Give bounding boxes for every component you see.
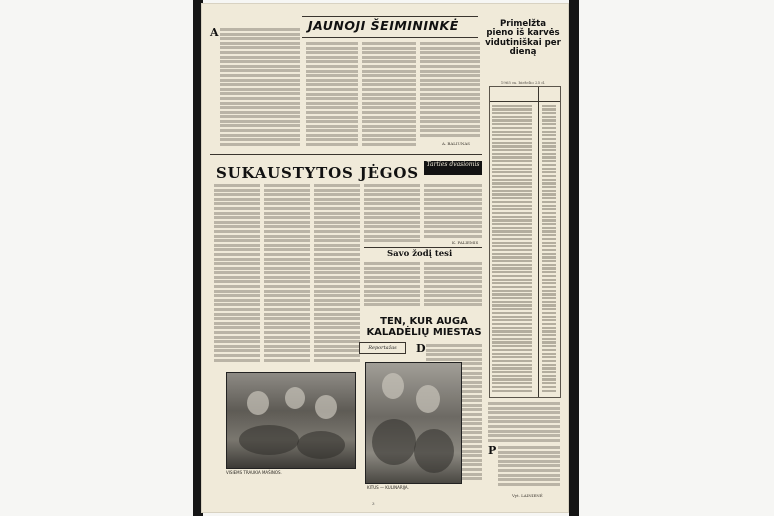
- row-name: [492, 234, 532, 236]
- row-value: [542, 142, 556, 144]
- row-value: [542, 253, 556, 255]
- row-value: [542, 386, 556, 388]
- row-value: [542, 367, 556, 369]
- row-value: [542, 356, 556, 358]
- row-value: [542, 338, 556, 340]
- row-name: [492, 371, 532, 373]
- row-name: [492, 108, 532, 110]
- row-name: [492, 105, 532, 107]
- row-name: [492, 190, 532, 192]
- reportazas-label: Reportažas: [359, 342, 406, 354]
- row-value: [542, 131, 556, 133]
- body-col-a: [214, 184, 260, 368]
- row-value: [542, 282, 556, 284]
- row-value: [542, 197, 556, 199]
- row-value: [542, 267, 556, 269]
- row-value: [542, 390, 556, 392]
- tag-box: Tarties dvasiomis: [424, 161, 482, 175]
- body-col-d: [364, 184, 420, 244]
- row-name: [492, 160, 532, 162]
- row-value: [542, 249, 556, 251]
- row-value: [542, 138, 556, 140]
- row-name: [492, 131, 532, 133]
- row-name: [492, 223, 532, 225]
- row-name: [492, 260, 532, 262]
- row-name: [492, 208, 532, 210]
- row-value: [542, 353, 556, 355]
- row-name: [492, 286, 532, 288]
- row-name: [492, 264, 532, 266]
- row-name: [492, 327, 532, 329]
- row-value: [542, 382, 556, 384]
- drop-cap-p: P: [488, 444, 497, 457]
- row-name: [492, 145, 532, 147]
- row-name: [492, 149, 532, 151]
- row-name: [492, 378, 532, 380]
- row-value: [542, 112, 556, 114]
- row-name: [492, 138, 532, 140]
- article-col-3: [420, 42, 480, 140]
- row-value: [542, 223, 556, 225]
- row-name: [492, 338, 532, 340]
- row-value: [542, 293, 556, 295]
- row-value: [542, 212, 556, 214]
- row-value: [542, 168, 556, 170]
- row-value: [542, 297, 556, 299]
- row-name: [492, 175, 532, 177]
- row-value: [542, 371, 556, 373]
- row-value: [542, 245, 556, 247]
- milk-yield-table: [489, 86, 561, 398]
- photo-children-cars: [226, 372, 356, 469]
- row-name: [492, 297, 532, 299]
- row-value: [542, 327, 556, 329]
- row-value: [542, 186, 556, 188]
- row-name: [492, 367, 532, 369]
- drop-cap: A: [210, 26, 219, 39]
- row-name: [492, 193, 532, 195]
- page-number: 3: [372, 501, 375, 506]
- row-value: [542, 279, 556, 281]
- photo-1-shadow: [239, 425, 299, 455]
- row-value: [542, 164, 556, 166]
- primelzta-date: 1965 m. birželio 25 d.: [500, 80, 546, 85]
- row-name: [492, 156, 532, 158]
- primelzta-title: Primelžta pieno iš karvės vidutiniškai per dieną: [485, 19, 561, 58]
- article-col-1: [306, 42, 358, 150]
- signature-3: Vyt. LAINIENĖ: [512, 493, 543, 498]
- row-name: [492, 256, 532, 258]
- row-name: [492, 319, 532, 321]
- drop-cap-d: D: [416, 342, 426, 355]
- row-name: [492, 112, 532, 114]
- table-row: [490, 389, 560, 393]
- row-value: [542, 349, 556, 351]
- row-name: [492, 116, 532, 118]
- row-value: [542, 179, 556, 181]
- row-name: [492, 349, 532, 351]
- row-name: [492, 290, 532, 292]
- article-title-ten-kur: TEN, KUR AUGA KALADĖLIŲ MIESTAS: [366, 316, 482, 338]
- row-value: [542, 238, 556, 240]
- row-value: [542, 290, 556, 292]
- row-value: [542, 308, 556, 310]
- row-name: [492, 153, 532, 155]
- row-value: [542, 227, 556, 229]
- row-value: [542, 205, 556, 207]
- row-name: [492, 245, 532, 247]
- row-name: [492, 212, 532, 214]
- header-rule-bottom: [302, 37, 478, 38]
- row-name: [492, 293, 532, 295]
- row-value: [542, 182, 556, 184]
- row-value: [542, 334, 556, 336]
- row-name: [492, 134, 532, 136]
- row-value: [542, 234, 556, 236]
- photo-2-figure: [416, 385, 440, 413]
- row-name: [492, 182, 532, 184]
- row-value: [542, 193, 556, 195]
- photo-2-caption: KITUS — KULINARIJA.: [367, 485, 409, 490]
- row-name: [492, 164, 532, 166]
- row-value: [542, 134, 556, 136]
- row-value: [542, 105, 556, 107]
- row-name: [492, 201, 532, 203]
- row-value: [542, 116, 556, 118]
- row-name: [492, 271, 532, 273]
- row-value: [542, 119, 556, 121]
- row-name: [492, 142, 532, 144]
- row-name: [492, 168, 532, 170]
- subheadline-savo: Savo žodį tesi: [387, 249, 453, 259]
- header-rule-top: [302, 16, 478, 17]
- row-value: [542, 160, 556, 162]
- row-value: [542, 256, 556, 258]
- photo-girls-kitchen: [365, 362, 462, 484]
- row-name: [492, 386, 532, 388]
- row-name: [492, 238, 532, 240]
- row-name: [492, 242, 532, 244]
- row-name: [492, 330, 532, 332]
- row-value: [542, 216, 556, 218]
- row-value: [542, 190, 556, 192]
- headline: SUKAUSTYTOS JĖGOS: [216, 164, 419, 182]
- row-value: [542, 127, 556, 129]
- row-value: [542, 316, 556, 318]
- row-name: [492, 356, 532, 358]
- row-value: [542, 330, 556, 332]
- row-value: [542, 312, 556, 314]
- row-name: [492, 230, 532, 232]
- row-name: [492, 227, 532, 229]
- row-value: [542, 286, 556, 288]
- body-col-c: [314, 184, 360, 368]
- row-name: [492, 267, 532, 269]
- row-value: [542, 242, 556, 244]
- signature-1: A. BALIUNAS: [442, 141, 470, 146]
- row-value: [542, 156, 556, 158]
- row-name: [492, 301, 532, 303]
- photo-2-figure: [382, 373, 404, 399]
- row-name: [492, 275, 532, 277]
- note-right-2: [498, 446, 560, 490]
- body-col-b: [264, 184, 310, 368]
- row-name: [492, 123, 532, 125]
- row-name: [492, 127, 532, 129]
- row-name: [492, 179, 532, 181]
- row-name: [492, 312, 532, 314]
- signature-2: K. PALIEMIS: [452, 240, 479, 245]
- photo-1-figure: [247, 391, 269, 415]
- row-name: [492, 316, 532, 318]
- row-value: [542, 108, 556, 110]
- photo-1-shadow: [297, 431, 345, 459]
- row-value: [542, 230, 556, 232]
- newspaper-page: [202, 4, 568, 512]
- article-top-left: [220, 28, 300, 148]
- row-name: [492, 345, 532, 347]
- row-name: [492, 119, 532, 121]
- row-value: [542, 219, 556, 221]
- photo-1-caption: VISIEMS TRAUKIA MAŠINOS.: [226, 470, 282, 475]
- body-col-e: [424, 184, 482, 244]
- table-header-rule: [490, 101, 560, 102]
- row-name: [492, 171, 532, 173]
- row-value: [542, 345, 556, 347]
- row-value: [542, 271, 556, 273]
- photo-1-figure: [285, 387, 305, 409]
- section-header: JAUNOJI ŠEIMININKĖ: [308, 18, 459, 33]
- row-name: [492, 219, 532, 221]
- scan-edge-right: [569, 0, 579, 516]
- savo-col-1: [364, 262, 420, 312]
- row-name: [492, 308, 532, 310]
- row-name: [492, 249, 532, 251]
- row-value: [542, 323, 556, 325]
- row-value: [542, 378, 556, 380]
- row-name: [492, 353, 532, 355]
- row-name: [492, 205, 532, 207]
- savo-col-2: [424, 262, 482, 312]
- photo-1-figure: [315, 395, 337, 419]
- row-name: [492, 279, 532, 281]
- row-value: [542, 153, 556, 155]
- row-name: [492, 197, 532, 199]
- row-name: [492, 282, 532, 284]
- row-name: [492, 253, 532, 255]
- row-value: [542, 123, 556, 125]
- note-right-1: [488, 402, 560, 446]
- mid-rule: [210, 154, 482, 155]
- row-value: [542, 264, 556, 266]
- row-value: [542, 260, 556, 262]
- row-name: [492, 304, 532, 306]
- row-value: [542, 319, 556, 321]
- row-name: [492, 216, 532, 218]
- row-value: [542, 208, 556, 210]
- row-value: [542, 304, 556, 306]
- article-col-2: [362, 42, 416, 150]
- row-name: [492, 323, 532, 325]
- row-value: [542, 171, 556, 173]
- row-name: [492, 382, 532, 384]
- row-value: [542, 145, 556, 147]
- row-name: [492, 186, 532, 188]
- row-value: [542, 275, 556, 277]
- row-name: [492, 360, 532, 362]
- row-value: [542, 201, 556, 203]
- savo-rule: [364, 247, 482, 248]
- row-name: [492, 341, 532, 343]
- row-value: [542, 301, 556, 303]
- row-name: [492, 334, 532, 336]
- row-name: [492, 375, 532, 377]
- row-value: [542, 149, 556, 151]
- row-value: [542, 175, 556, 177]
- photo-2-shadow: [414, 429, 454, 473]
- row-value: [542, 341, 556, 343]
- row-value: [542, 375, 556, 377]
- row-name: [492, 364, 532, 366]
- row-name: [492, 390, 532, 392]
- row-value: [542, 364, 556, 366]
- photo-2-shadow: [372, 419, 416, 465]
- row-value: [542, 360, 556, 362]
